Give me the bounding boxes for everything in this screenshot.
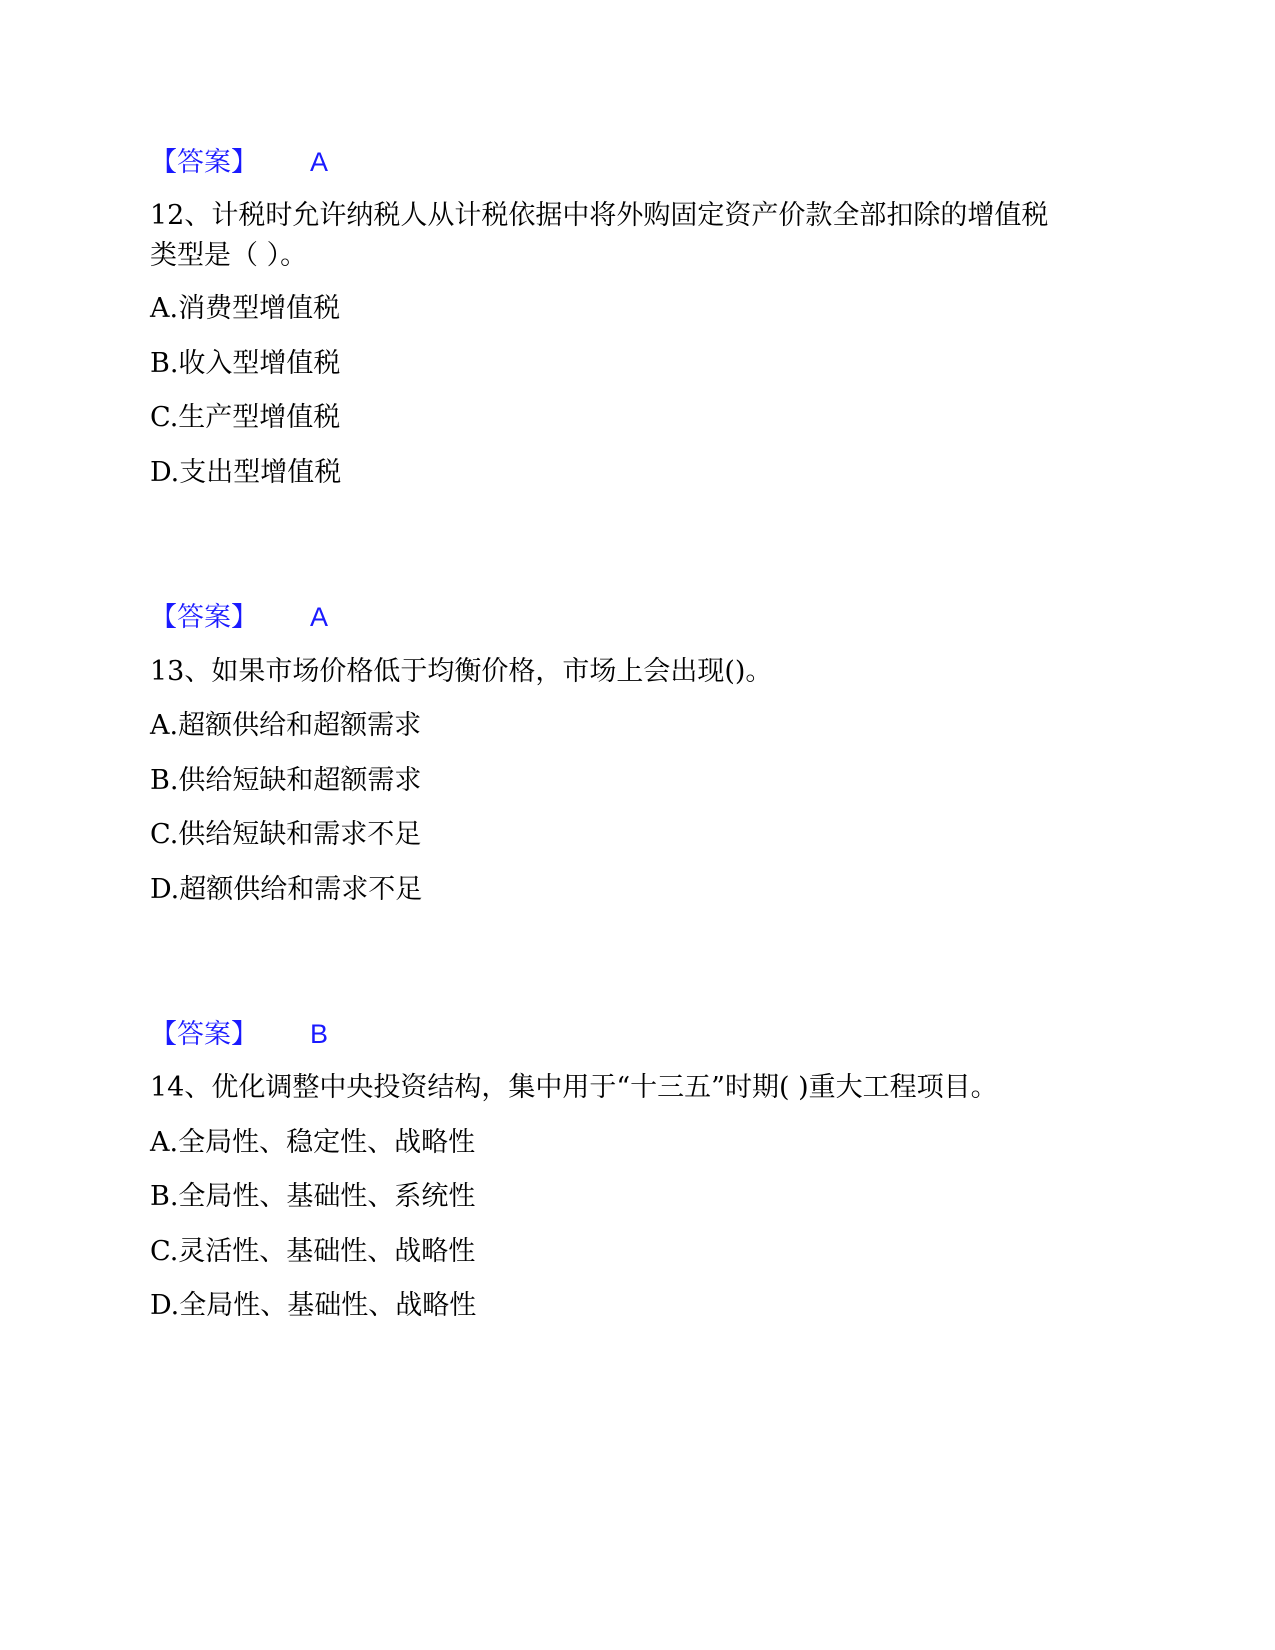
option-a: A.全局性、稳定性、战略性 [150,1127,476,1158]
answer-value: B [310,1019,329,1049]
question-text: 14、优化调整中央投资结构，集中用于“十三五”时期( )重大工程项目。 [150,1072,998,1103]
option-a: A.消费型增值税 [150,293,341,324]
option-a: A.超额供给和超额需求 [150,710,422,741]
question-line: 类型是（ ）。 [150,240,308,271]
option-d: D.超额供给和需求不足 [150,874,423,905]
option-b: B.全局性、基础性、系统性 [150,1181,476,1212]
option-d: D.全局性、基础性、战略性 [150,1290,477,1321]
answer-label: 【答案】 [150,1019,258,1050]
question-text: 13、如果市场价格低于均衡价格，市场上会出现()。 [150,656,773,687]
answer-label: 【答案】 [150,602,258,633]
question-line: 12、计税时允许纳税人从计税依据中将外购固定资产价款全部扣除的增值税 [150,200,1049,231]
answer-value: A [310,147,329,177]
answer-line [150,1015,328,1054]
option-b: B.供给短缺和超额需求 [150,765,422,796]
answer-value: A [310,602,329,632]
answer-label: 【答案】 [150,147,258,178]
option-c: C.生产型增值税 [150,402,341,433]
answer-line [150,598,328,637]
option-b: B.收入型增值税 [150,348,341,379]
option-c: C.供给短缺和需求不足 [150,819,422,850]
option-c: C.灵活性、基础性、战略性 [150,1236,476,1267]
answer-line [150,143,328,182]
question-text [150,196,1110,276]
option-d: D.支出型增值税 [150,457,342,488]
